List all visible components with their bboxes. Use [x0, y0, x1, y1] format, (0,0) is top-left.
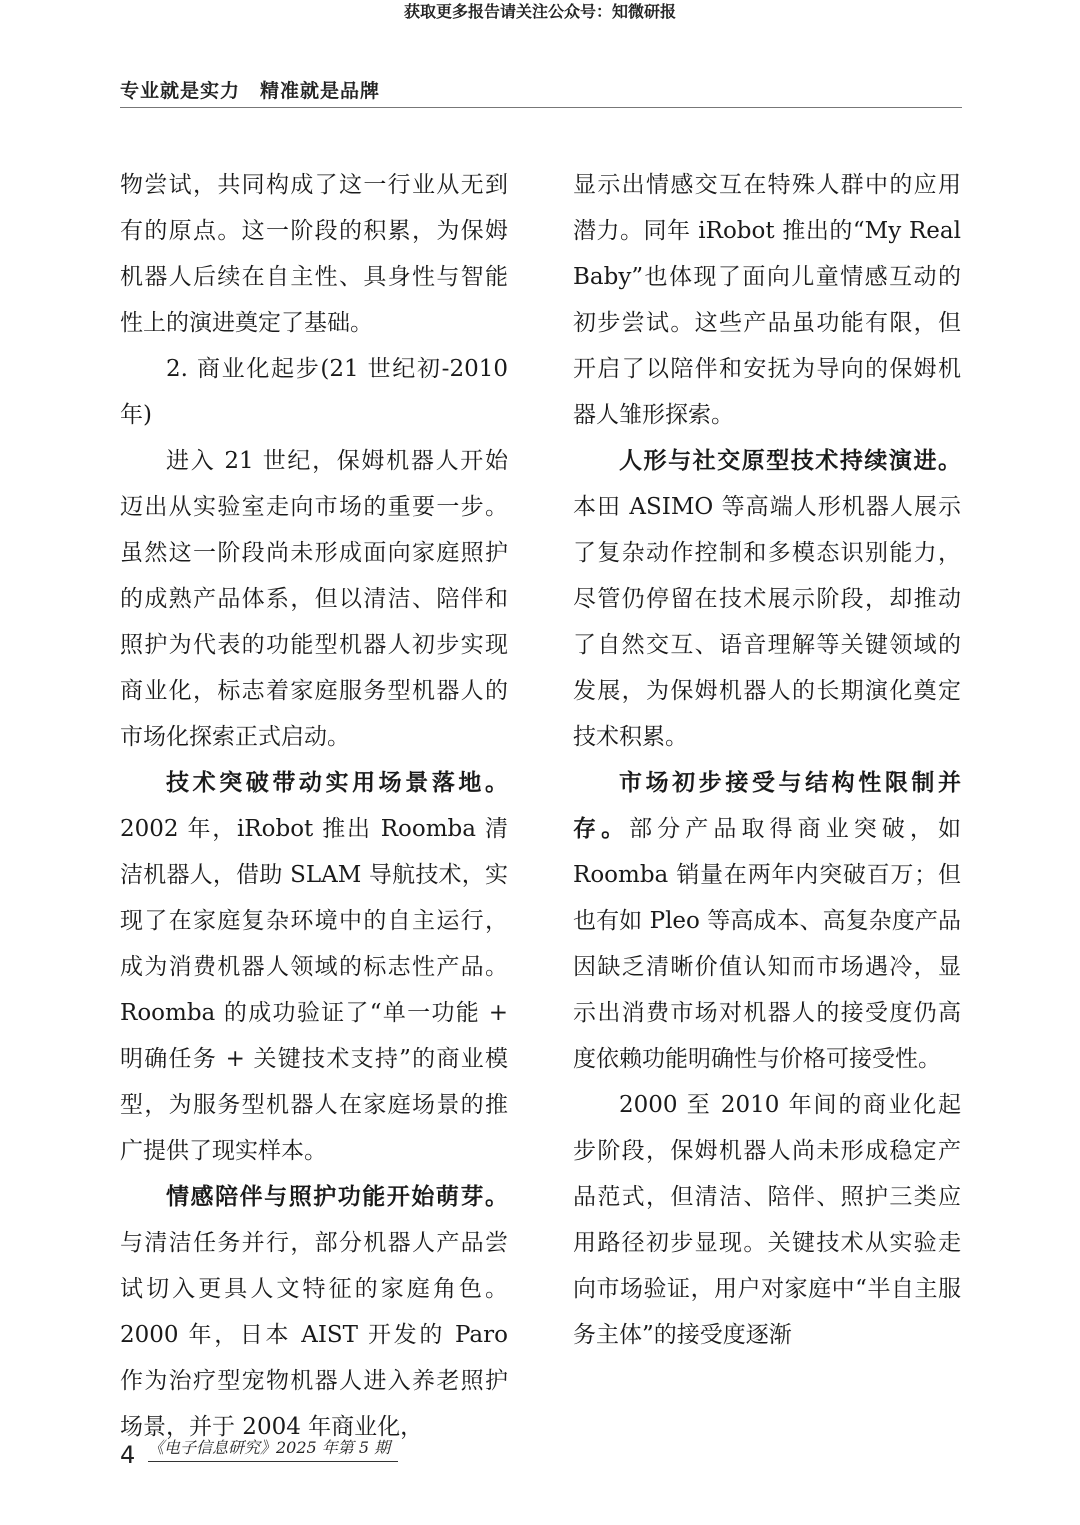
paragraph: 物尝试，共同构成了这一行业从无到有的原点。这一阶段的积累，为保姆机器人后续在自主性、具身性与智能性上的演进奠定了基础。 [120, 172, 508, 336]
header-slogan: 专业就是实力 精准就是品牌 [120, 80, 381, 102]
paragraph-body: 与清洁任务并行，部分机器人产品尝试切入更具人文特征的家庭角色。2000 年，日本 AIST 开发的 Paro 作为治疗型宠物机器人进入养老照护场景，并于 2004 年商业化， [120, 1230, 508, 1440]
paragraph-body: 本田 ASIMO 等高端人形机器人展示了复杂动作控制和多模态识别能力，尽管仍停留在技术展示阶段，却推动了自然交互、语音理解等关键领域的发展，为保姆机器人的长期演化奠定技术积累。 [573, 494, 961, 750]
paragraph [120, 1174, 508, 1450]
paragraph: 2000 至 2010 年间的商业化起步阶段，保姆机器人尚未形成稳定产品范式，但清洁、陪伴、照护三类应用路径初步显现。关键技术从实验走向市场验证，用户对家庭中“半自主服务主体”的接受度逐渐 [573, 1092, 961, 1348]
paragraph [573, 438, 961, 760]
paragraph-lead: 人形与社交原型技术持续演进。 [619, 448, 961, 474]
section-heading: 2. 商业化起步(21 世纪初-2010 年) [120, 356, 508, 428]
paragraph: 显示出情感交互在特殊人群中的应用潜力。同年 iRobot 推出的“My Real Baby”也体现了面向儿童情感互动的初步尝试。这些产品虽功能有限，但开启了以陪伴和安抚为导向的保姆机器人雏形探索。 [573, 172, 961, 428]
right-column [573, 162, 961, 1358]
paragraph [573, 760, 961, 1082]
paragraph-body: 部分产品取得商业突破，如 Roomba 销量在两年内突破百万；但也有如 Pleo 等高成本、高复杂度产品因缺乏清晰价值认知而市场遇冷，显示出消费市场对机器人的接受度仍高度依赖功能明确性与价格可接受性。 [573, 816, 962, 1072]
paragraph-lead: 情感陪伴与照护功能开始萌芽。 [166, 1184, 508, 1210]
left-column [120, 162, 508, 1450]
paragraph-body: 2002 年，iRobot 推出 Roomba 清洁机器人，借助 SLAM 导航技术，实现了在家庭复杂环境中的自主运行，成为消费机器人领域的标志性产品。Roomba 的成功验证了“单一功能 + 明确任务 + 关键技术支持”的商业模型，为服务型机器人在家庭场景的推广提供了现实样本。 [120, 816, 508, 1164]
paragraph: 进入 21 世纪，保姆机器人开始迈出从实验室走向市场的重要一步。虽然这一阶段尚未形成面向家庭照护的成熟产品体系，但以清洁、陪伴和照护为代表的功能型机器人初步实现商业化，标志着家庭服务型机器人的市场化探索正式启动。 [120, 448, 508, 750]
paragraph-lead: 市场初步接受与结构性限制并存。 [573, 770, 961, 842]
journal-name: 《电子信息研究》2025 年第 5 期 [148, 1437, 398, 1462]
header-divider [120, 107, 962, 108]
paragraph [120, 760, 508, 1174]
page-number: 4 [120, 1441, 136, 1469]
top-notice: 获取更多报告请关注公众号：知微研报 [403, 2, 676, 21]
paragraph-lead: 技术突破带动实用场景落地。 [166, 770, 508, 796]
